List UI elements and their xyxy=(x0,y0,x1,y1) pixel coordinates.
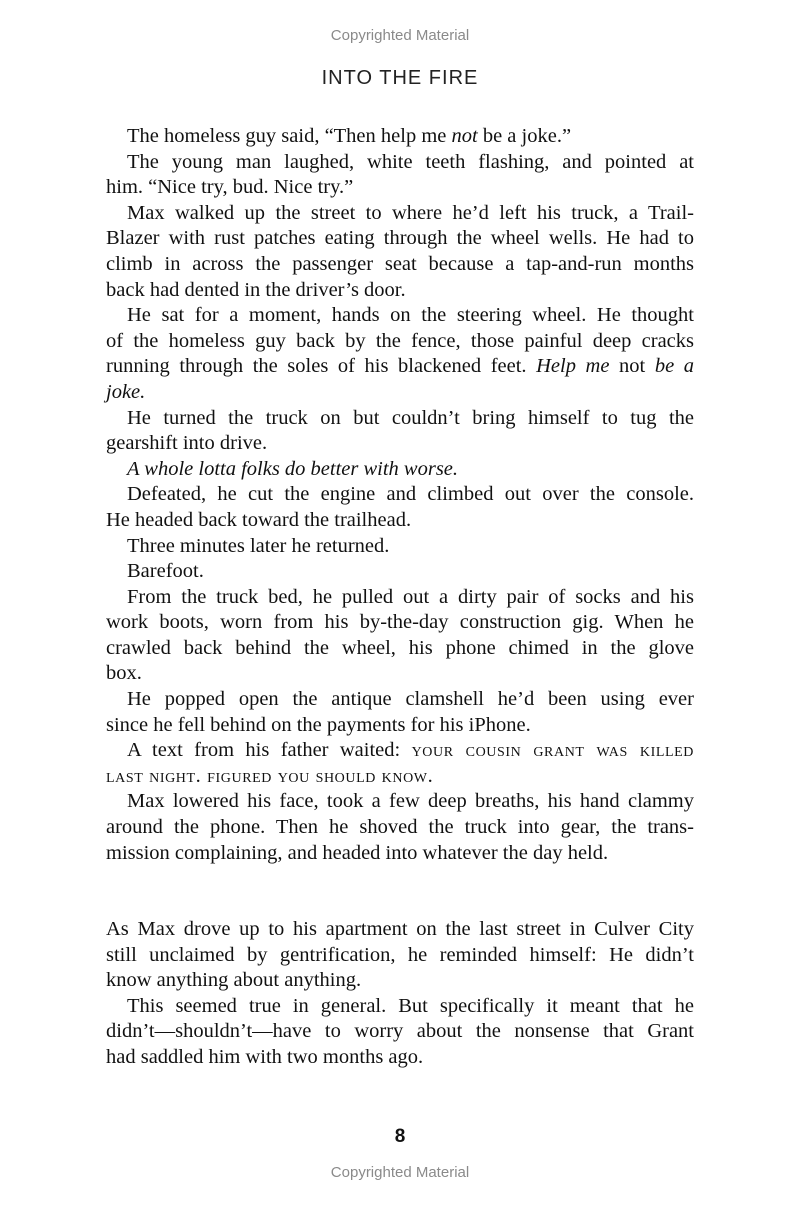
text-run: running through the soles of his blackened feet. xyxy=(106,355,537,378)
text-run: him. “Nice try, bud. Nice try.” xyxy=(106,176,354,199)
text-line xyxy=(106,482,694,508)
paragraph xyxy=(106,994,694,1071)
text-run: climb in across the passenger seat because a tap-and-run months xyxy=(106,252,694,275)
text-line xyxy=(106,508,694,534)
text-run: He sat for a moment, hands on the steering wheel. He thought xyxy=(127,304,694,327)
paragraph xyxy=(106,482,694,533)
page-number: 8 xyxy=(394,1126,406,1147)
paragraph xyxy=(106,406,694,457)
paragraph xyxy=(106,789,694,866)
text-run: He popped open the antique clamshell he’d been using ever xyxy=(127,688,694,711)
text-line xyxy=(106,585,694,611)
running-head: INTO THE FIRE xyxy=(321,67,479,89)
text-run: Barefoot. xyxy=(127,560,204,583)
text-run: Three minutes later he returned. xyxy=(127,534,390,557)
text-line xyxy=(106,713,694,739)
paragraph xyxy=(106,124,694,150)
text-line xyxy=(106,431,694,457)
text-line xyxy=(106,226,694,252)
text-line xyxy=(106,150,694,176)
text-line xyxy=(106,201,694,227)
text-run: As Max drove up to his apartment on the last street in Culver City xyxy=(106,918,694,940)
paragraph xyxy=(106,303,694,405)
text-line xyxy=(106,1045,694,1071)
copyright-footer: Copyrighted Material xyxy=(330,1164,470,1181)
text-line xyxy=(106,943,694,969)
text-line xyxy=(106,457,694,483)
text-line xyxy=(106,406,694,432)
small-caps-text: last night. figured you should know. xyxy=(106,764,434,787)
text-run: of the homeless guy back by the fence, those painful deep cracks xyxy=(106,329,694,352)
paragraph xyxy=(106,534,694,560)
paragraph xyxy=(106,917,694,994)
text-run: A text from his father waited: xyxy=(127,739,412,762)
text-line xyxy=(106,559,694,585)
text-line xyxy=(106,1019,694,1045)
italic-text: joke. xyxy=(106,380,146,403)
text-line xyxy=(106,124,694,150)
paragraph xyxy=(106,457,694,483)
text-line xyxy=(106,841,694,867)
text-run: He turned the truck on but couldn’t bring himself to tug the xyxy=(127,406,694,429)
italic-text: Help me xyxy=(536,355,610,378)
text-line xyxy=(106,329,694,355)
text-run: box. xyxy=(106,662,142,685)
paragraph xyxy=(106,687,694,738)
text-run: Blazer with rust patches eating through the wheel wells. He had to xyxy=(106,227,694,250)
text-line xyxy=(106,354,694,380)
text-run: didn’t—shouldn’t—have to worry about the nonsense that Grant xyxy=(106,1020,694,1043)
text-line xyxy=(106,994,694,1020)
text-line xyxy=(106,636,694,662)
paragraph xyxy=(106,150,694,201)
text-line xyxy=(106,534,694,560)
text-run: not xyxy=(609,355,655,378)
text-run: From the truck bed, he pulled out a dirty pair of socks and his xyxy=(127,585,694,608)
text-run: around the phone. Then he shoved the truck into gear, the trans- xyxy=(106,816,694,839)
italic-text: be a xyxy=(654,355,694,378)
text-line xyxy=(106,175,694,201)
body-section-1 xyxy=(106,124,694,866)
copyright-header: Copyrighted Material xyxy=(330,27,470,44)
text-line xyxy=(106,661,694,687)
text-line xyxy=(106,968,694,994)
text-run: mission complaining, and headed into whatever the day held. xyxy=(106,841,609,864)
text-line xyxy=(106,278,694,304)
text-run: still unclaimed by gentrification, he reminded himself: He didn’t xyxy=(106,943,694,966)
text-run: Max walked up the street to where he’d left his truck, a Trail- xyxy=(127,201,694,224)
text-line xyxy=(106,764,694,790)
text-line xyxy=(106,917,694,943)
text-line xyxy=(106,610,694,636)
text-run: Defeated, he cut the engine and climbed out over the console. xyxy=(127,483,694,506)
text-line xyxy=(106,687,694,713)
text-run: back had dented in the driver’s door. xyxy=(106,278,406,301)
paragraph xyxy=(106,738,694,789)
italic-text: A whole lotta folks do better with worse. xyxy=(127,457,459,480)
paragraph xyxy=(106,201,694,303)
text-line xyxy=(106,303,694,329)
text-line xyxy=(106,738,694,764)
body-section-2 xyxy=(106,917,694,1071)
text-run: be a joke.” xyxy=(477,125,572,147)
text-line xyxy=(106,815,694,841)
text-run: work boots, worn from his by-the-day construction gig. When he xyxy=(106,611,694,634)
text-run: The young man laughed, white teeth flashing, and pointed at xyxy=(127,150,694,173)
text-run: crawled back behind the wheel, his phone chimed in the glove xyxy=(106,636,694,659)
text-run: This seemed true in general. But specifically it meant that he xyxy=(127,994,694,1017)
text-run: The homeless guy said, “Then help me xyxy=(127,125,452,147)
small-caps-text: your cousin grant was killed xyxy=(411,739,695,762)
text-run: gearshift into drive. xyxy=(106,432,268,455)
text-run: know anything about anything. xyxy=(106,969,362,992)
text-run: since he fell behind on the payments for his iPhone. xyxy=(106,713,531,736)
text-run: had saddled him with two months ago. xyxy=(106,1045,424,1068)
paragraph xyxy=(106,559,694,585)
italic-text: not xyxy=(451,125,478,147)
text-line xyxy=(106,789,694,815)
paragraph xyxy=(106,585,694,687)
text-run: Max lowered his face, took a few deep breaths, his hand clammy xyxy=(127,790,694,813)
text-line xyxy=(106,252,694,278)
text-run: He headed back toward the trailhead. xyxy=(106,508,412,531)
text-line xyxy=(106,380,694,406)
